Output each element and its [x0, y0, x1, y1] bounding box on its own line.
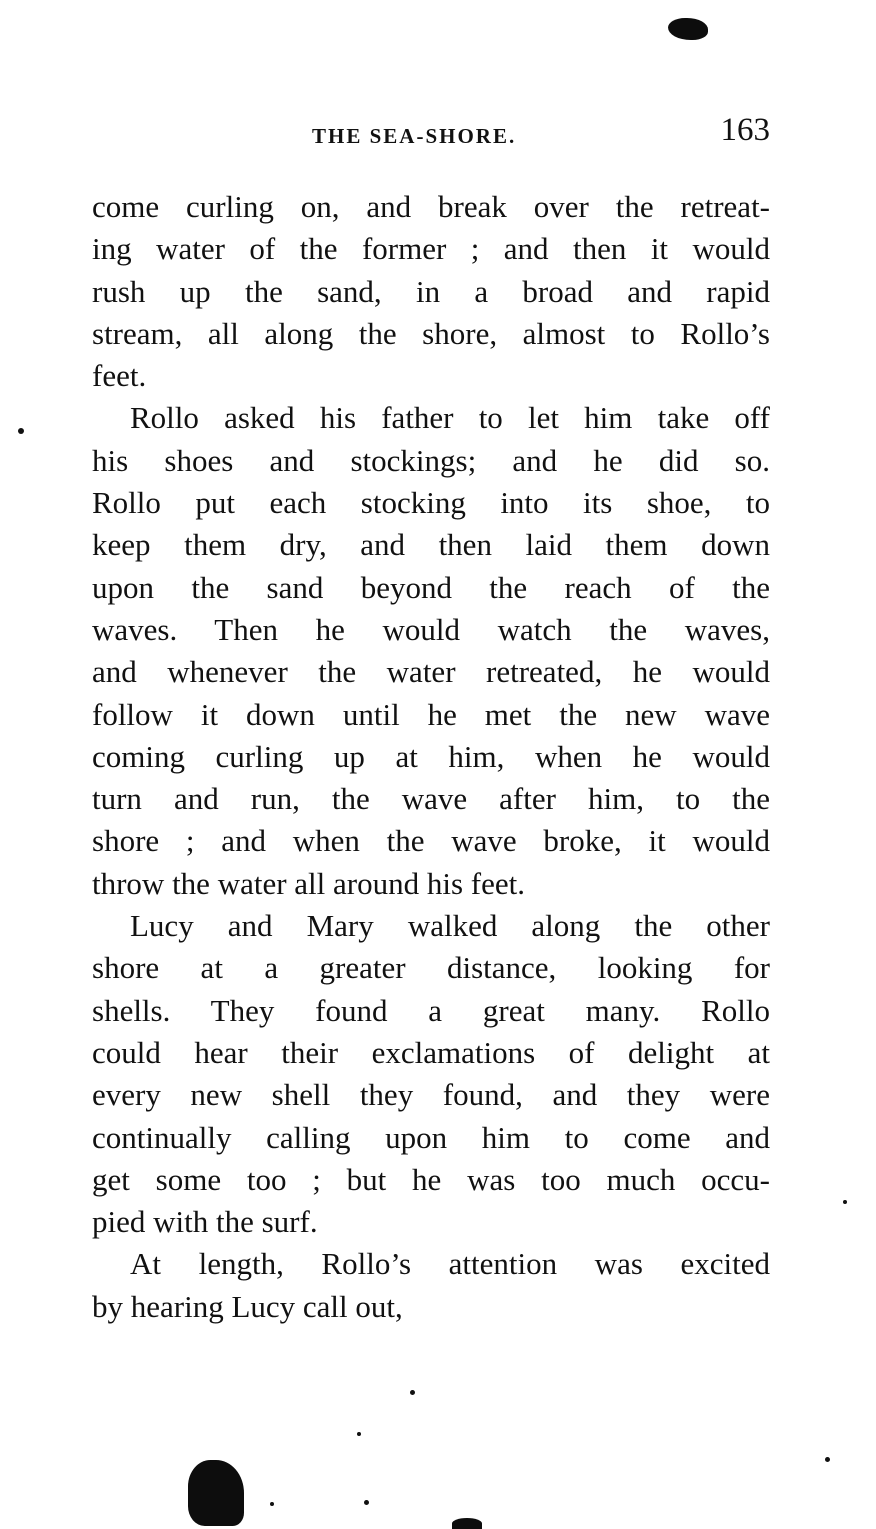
text-line: and whenever the water retreated, he would: [92, 654, 770, 690]
page-number: 163: [720, 112, 770, 148]
ink-blot-top: [668, 18, 708, 40]
text-line: upon the sand beyond the reach of the: [92, 569, 770, 605]
text-line: Lucy and Mary walked along the other: [130, 908, 770, 944]
ink-speck: [364, 1500, 369, 1505]
ink-speck: [843, 1200, 847, 1204]
ink-speck: [357, 1432, 361, 1436]
text-line: every new shell they found, and they were: [92, 1077, 770, 1113]
text-line: pied with the surf.: [92, 1204, 318, 1240]
ink-speck: [825, 1457, 830, 1462]
text-line: Rollo asked his father to let him take off: [130, 400, 770, 436]
text-line: coming curling up at him, when he would: [92, 738, 770, 774]
text-line: his shoes and stockings; and he did so.: [92, 442, 770, 478]
ink-speck: [18, 428, 24, 434]
chapter-title: THE SEA-SHORE.: [312, 124, 517, 148]
text-line: could hear their exclamations of delight at: [92, 1034, 770, 1070]
text-line: At length, Rollo’s attention was excited: [130, 1246, 770, 1282]
text-line: ing water of the former ; and then it would: [92, 231, 770, 267]
text-line: waves. Then he would watch the waves,: [92, 611, 770, 647]
body-text: [92, 186, 770, 1328]
text-line: Rollo put each stocking into its shoe, to: [92, 485, 770, 521]
running-head: [92, 112, 770, 152]
ink-blot-bottom-center: [452, 1518, 482, 1529]
text-line: follow it down until he met the new wave: [92, 696, 770, 732]
text-line: shore at a greater distance, looking for: [92, 950, 770, 986]
text-line: feet.: [92, 358, 147, 394]
text-line: come curling on, and break over the retreat-: [92, 189, 770, 224]
ink-speck: [410, 1390, 415, 1395]
text-line: keep them dry, and then laid them down: [92, 527, 770, 563]
ink-speck: [270, 1502, 274, 1506]
text-line: by hearing Lucy call out,: [92, 1288, 403, 1324]
ink-blot-bottom-left: [188, 1460, 244, 1526]
text-line: shells. They found a great many. Rollo: [92, 992, 770, 1028]
text-line: stream, all along the shore, almost to Rollo’s: [92, 315, 770, 351]
text-line: shore ; and when the wave broke, it would: [92, 823, 770, 859]
text-line: throw the water all around his feet.: [92, 865, 525, 901]
text-line: get some too ; but he was too much occu-: [92, 1161, 770, 1197]
text-line: continually calling upon him to come and: [92, 1119, 770, 1155]
text-line: rush up the sand, in a broad and rapid: [92, 273, 770, 309]
text-line: turn and run, the wave after him, to the: [92, 781, 770, 817]
